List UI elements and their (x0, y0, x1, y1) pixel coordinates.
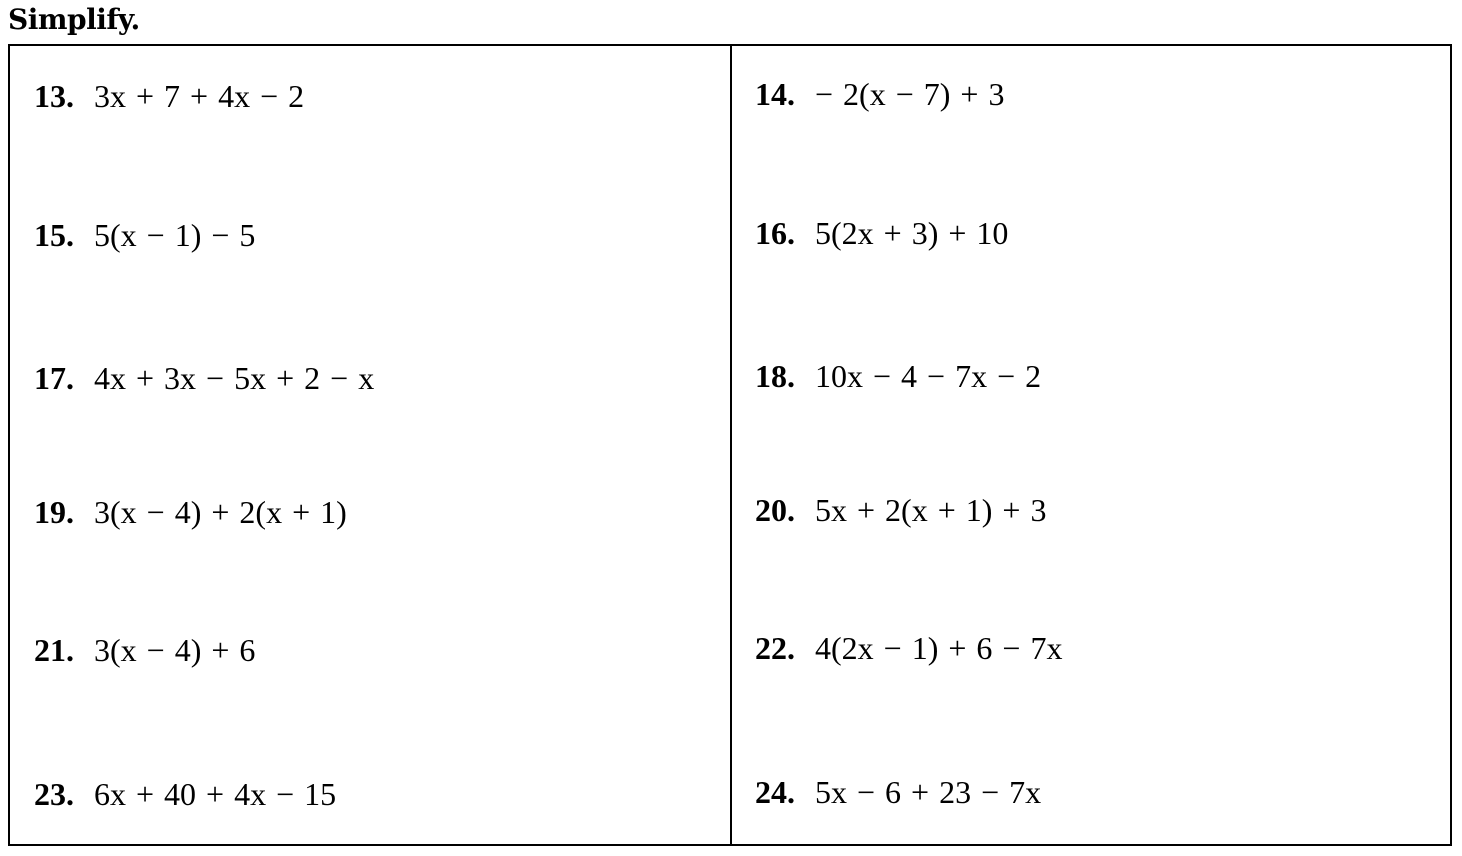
problem-number: 21. (34, 632, 74, 668)
problem-expression: − 2(x − 7) + 3 (815, 76, 1005, 112)
problem-expression: 10x − 4 − 7x − 2 (815, 358, 1042, 394)
problem-number: 18. (755, 358, 795, 394)
problem-expression: 3x + 7 + 4x − 2 (94, 78, 305, 114)
problem-23 (34, 776, 336, 812)
problem-number: 17. (34, 360, 74, 396)
problem-expression: 4x + 3x − 5x + 2 − x (94, 360, 375, 396)
problem-expression: 5x + 2(x + 1) + 3 (815, 492, 1047, 528)
problem-grid (8, 44, 1452, 846)
problem-24 (755, 774, 1041, 810)
problem-22 (755, 630, 1062, 666)
problem-number: 19. (34, 494, 74, 530)
problem-number: 23. (34, 776, 74, 812)
problem-16 (755, 215, 1008, 251)
problem-expression: 5(2x + 3) + 10 (815, 215, 1009, 251)
problem-number: 20. (755, 492, 795, 528)
column-divider (730, 46, 732, 844)
problem-expression: 5x − 6 + 23 − 7x (815, 774, 1042, 810)
problem-number: 15. (34, 217, 74, 253)
problem-15 (34, 217, 255, 253)
problem-17 (34, 360, 374, 396)
problem-14 (755, 76, 1004, 112)
problem-18 (755, 358, 1041, 394)
problem-number: 22. (755, 630, 795, 666)
problem-number: 16. (755, 215, 795, 251)
problem-number: 13. (34, 78, 74, 114)
problem-21 (34, 632, 255, 668)
problem-19 (34, 494, 347, 530)
problem-number: 24. (755, 774, 795, 810)
problem-13 (34, 78, 304, 114)
problem-expression: 6x + 40 + 4x − 15 (94, 776, 337, 812)
problem-expression: 3(x − 4) + 2(x + 1) (94, 494, 347, 530)
problem-expression: 4(2x − 1) + 6 − 7x (815, 630, 1063, 666)
problem-20 (755, 492, 1046, 528)
page-title: Simplify. (8, 3, 140, 36)
problem-number: 14. (755, 76, 795, 112)
problem-expression: 5(x − 1) − 5 (94, 217, 256, 253)
problem-expression: 3(x − 4) + 6 (94, 632, 256, 668)
